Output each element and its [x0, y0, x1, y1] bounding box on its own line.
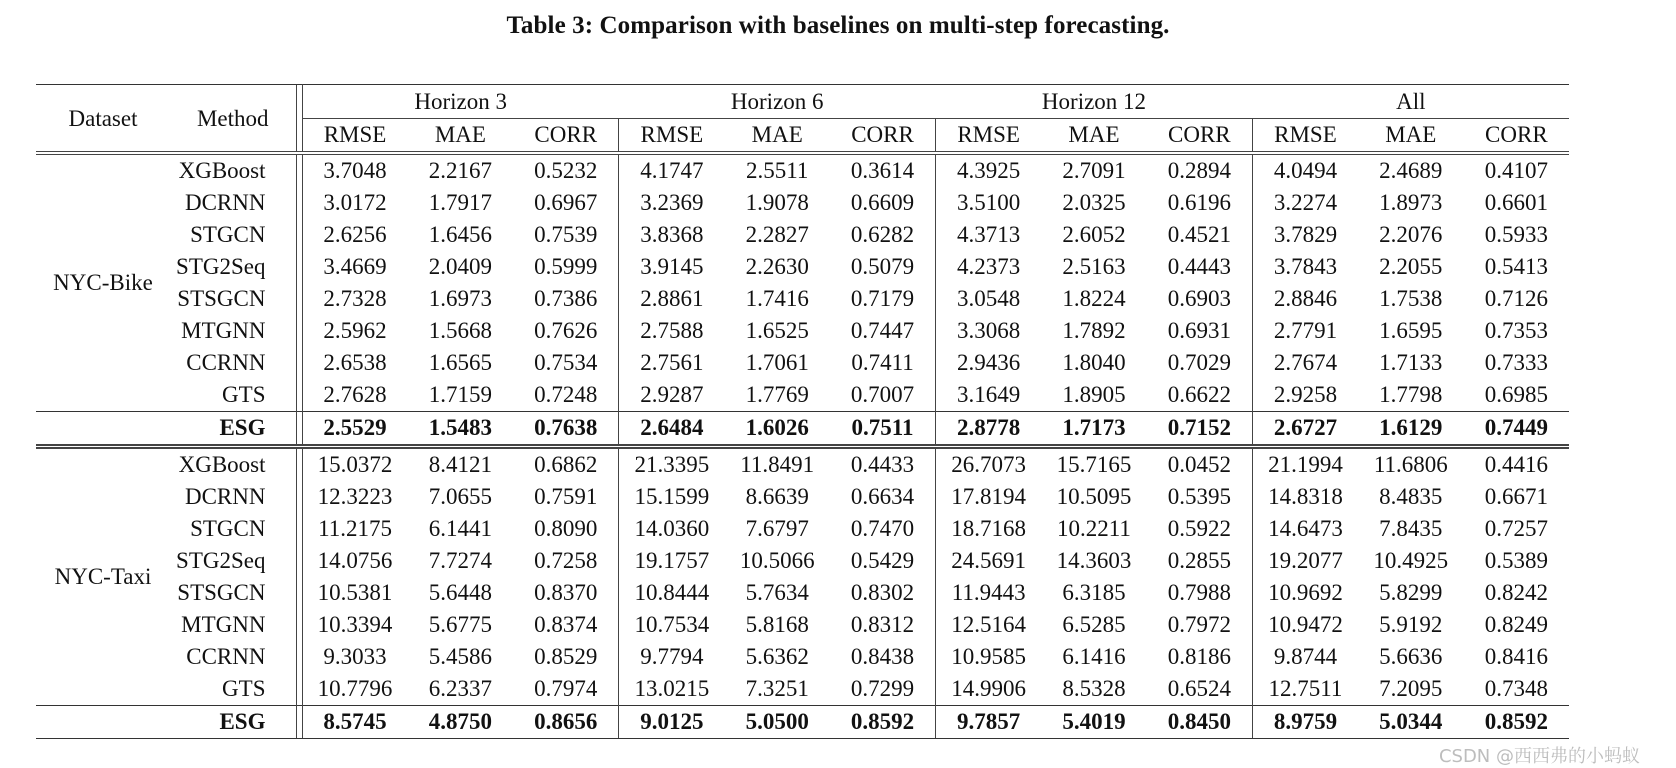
metric-value: 14.9906 — [936, 673, 1042, 706]
metric-value: 0.6967 — [534, 190, 598, 215]
metric-value: 2.2167 — [428, 158, 493, 183]
metric-value-best: 0.8656 — [513, 706, 619, 739]
method-name: STGCN — [190, 222, 266, 247]
metric-value: 2.9287 — [619, 379, 725, 412]
table-row — [36, 283, 1569, 315]
metric-value: 0.6622 — [1167, 382, 1231, 407]
metric-value: 10.7534 — [619, 609, 725, 641]
table-row — [36, 187, 1569, 219]
metric-value: 2.6538 — [323, 350, 387, 375]
metric-value: 1.8905 — [1062, 382, 1126, 407]
metric-value: 15.1599 — [619, 481, 725, 513]
metric-value: 11.2175 — [318, 516, 392, 541]
method-name: DCRNN — [184, 484, 266, 509]
header-metric: MAE — [1358, 119, 1464, 154]
metric-value: 5.6448 — [428, 580, 493, 605]
metric-value: 12.7511 — [1252, 673, 1358, 706]
metric-value: 1.6565 — [428, 350, 493, 375]
metric-value: 3.8368 — [619, 219, 725, 251]
metric-value: 10.2211 — [1057, 516, 1131, 541]
header-metric: CORR — [513, 119, 619, 154]
method-name: GTS — [222, 382, 266, 407]
table-row — [36, 641, 1569, 673]
metric-value: 2.2630 — [745, 254, 809, 279]
metric-value: 0.4521 — [1167, 222, 1231, 247]
dataset-label: NYC-Taxi — [54, 564, 152, 589]
metric-value: 0.7353 — [1484, 318, 1548, 343]
metric-value: 0.5395 — [1167, 484, 1231, 509]
metric-value: 2.7588 — [619, 315, 725, 347]
metric-value: 6.1416 — [1062, 644, 1126, 669]
metric-value: 0.6985 — [1484, 382, 1548, 407]
method-name-best: ESG — [170, 706, 296, 739]
method-name: STG2Seq — [176, 254, 266, 279]
method-name: STGCN — [190, 516, 266, 541]
metric-value: 4.2373 — [936, 251, 1042, 283]
metric-value: 0.4416 — [1484, 452, 1548, 477]
metric-value: 3.2369 — [619, 187, 725, 219]
metric-value: 0.8090 — [534, 516, 598, 541]
metric-value: 0.7386 — [534, 286, 598, 311]
metric-value: 0.7348 — [1484, 676, 1548, 701]
metric-value-best: 0.8450 — [1147, 706, 1253, 739]
metric-value: 0.6601 — [1484, 190, 1548, 215]
table-row — [36, 153, 1569, 187]
metric-value: 0.7258 — [534, 548, 598, 573]
metric-value: 0.8302 — [850, 580, 915, 605]
metric-value: 14.6473 — [1252, 513, 1358, 545]
metric-value: 2.6256 — [323, 222, 387, 247]
metric-value: 10.5381 — [317, 580, 393, 605]
best-method-row — [36, 412, 1569, 447]
header-method: Method — [170, 85, 296, 154]
metric-value: 0.7470 — [850, 516, 915, 541]
metric-value: 0.7626 — [534, 318, 598, 343]
metric-value: 4.1747 — [619, 153, 725, 187]
metric-value: 5.7634 — [745, 580, 809, 605]
metric-value: 5.9192 — [1379, 612, 1443, 637]
metric-value: 1.7538 — [1379, 286, 1443, 311]
metric-value-best: 2.5529 — [302, 412, 408, 447]
metric-value: 0.6609 — [850, 190, 915, 215]
metric-value: 0.7972 — [1167, 612, 1231, 637]
metric-value: 3.7829 — [1252, 219, 1358, 251]
metric-value: 2.8861 — [619, 283, 725, 315]
header-group-all: All — [1252, 85, 1569, 119]
metric-value: 2.0409 — [428, 254, 493, 279]
header-dataset: Dataset — [36, 85, 170, 154]
metric-value: 17.8194 — [936, 481, 1042, 513]
metric-value: 5.6775 — [428, 612, 493, 637]
metric-value: 0.6862 — [534, 452, 598, 477]
header-metric: RMSE — [1252, 119, 1358, 154]
metric-value: 0.8312 — [850, 612, 915, 637]
metric-value: 0.8416 — [1484, 644, 1548, 669]
metric-value: 3.7843 — [1252, 251, 1358, 283]
header-metric: CORR — [1147, 119, 1253, 154]
header-metric: RMSE — [302, 119, 408, 154]
metric-value: 5.8299 — [1379, 580, 1443, 605]
metric-value: 0.7447 — [850, 318, 915, 343]
metric-value: 0.7248 — [534, 382, 598, 407]
metric-value: 2.9258 — [1252, 379, 1358, 412]
comparison-table — [36, 84, 1569, 739]
metric-value: 2.5511 — [746, 158, 809, 183]
metric-value: 0.7179 — [850, 286, 915, 311]
metric-value-best: 9.0125 — [619, 706, 725, 739]
metric-value-best: 0.7449 — [1464, 412, 1570, 447]
table-row — [36, 347, 1569, 379]
metric-value: 1.7416 — [745, 286, 809, 311]
metric-value: 1.6456 — [428, 222, 493, 247]
metric-value: 1.6595 — [1379, 318, 1443, 343]
method-name: STG2Seq — [176, 548, 266, 573]
metric-value: 0.7974 — [534, 676, 598, 701]
table-row — [36, 251, 1569, 283]
metric-value-best: 2.8778 — [936, 412, 1042, 447]
metric-value: 7.3251 — [745, 676, 809, 701]
metric-value: 0.5933 — [1484, 222, 1548, 247]
metric-value: 2.0325 — [1062, 190, 1126, 215]
dataset-empty-cell — [36, 706, 170, 739]
metric-value: 1.7061 — [745, 350, 809, 375]
header-group-horizon-6: Horizon 6 — [619, 85, 936, 119]
metric-value: 0.8374 — [534, 612, 598, 637]
metric-value: 15.7165 — [1056, 452, 1132, 477]
metric-value: 2.7328 — [323, 286, 387, 311]
metric-value-best: 4.8750 — [408, 706, 514, 739]
method-name: GTS — [222, 676, 266, 701]
method-name: XGBoost — [178, 158, 266, 183]
header-metric: CORR — [1464, 119, 1570, 154]
metric-value: 2.8846 — [1252, 283, 1358, 315]
table-row — [36, 447, 1569, 482]
metric-value: 1.8224 — [1062, 286, 1126, 311]
metric-value: 10.9692 — [1252, 577, 1358, 609]
metric-value: 10.4925 — [1373, 548, 1449, 573]
metric-value: 1.8040 — [1062, 350, 1126, 375]
metric-value: 19.2077 — [1252, 545, 1358, 577]
metric-value: 3.7048 — [323, 158, 387, 183]
metric-value: 15.0372 — [317, 452, 393, 477]
method-name: STSGCN — [177, 580, 266, 605]
metric-value: 0.6196 — [1167, 190, 1231, 215]
metric-value: 8.5328 — [1062, 676, 1126, 701]
metric-value-best: 5.0500 — [724, 706, 830, 739]
metric-value: 11.8491 — [740, 452, 815, 477]
metric-value: 1.8973 — [1379, 190, 1443, 215]
metric-value: 6.1441 — [428, 516, 493, 541]
metric-value: 3.9145 — [619, 251, 725, 283]
table-row — [36, 379, 1569, 412]
metric-value-best: 2.6484 — [619, 412, 725, 447]
metric-value-best: 5.4019 — [1041, 706, 1147, 739]
metric-value: 1.7798 — [1379, 382, 1443, 407]
metric-value-best: 1.6129 — [1358, 412, 1464, 447]
metric-value: 8.6639 — [745, 484, 809, 509]
metric-value: 3.4669 — [323, 254, 387, 279]
metric-value: 9.8744 — [1252, 641, 1358, 673]
metric-value: 0.7539 — [534, 222, 598, 247]
metric-value: 7.8435 — [1379, 516, 1443, 541]
metric-value: 1.7133 — [1379, 350, 1443, 375]
metric-value: 8.4835 — [1379, 484, 1443, 509]
metric-value: 0.5079 — [850, 254, 915, 279]
metric-value-best: 1.5483 — [408, 412, 514, 447]
dataset-label: NYC-Bike — [53, 270, 153, 295]
metric-value: 4.3925 — [936, 153, 1042, 187]
metric-value: 0.7988 — [1167, 580, 1231, 605]
metric-value: 13.0215 — [619, 673, 725, 706]
metric-value: 9.7794 — [619, 641, 725, 673]
metric-value: 0.5999 — [534, 254, 598, 279]
metric-value: 6.3185 — [1062, 580, 1126, 605]
metric-value: 0.6671 — [1484, 484, 1548, 509]
metric-value: 0.7411 — [851, 350, 914, 375]
metric-value: 3.0548 — [936, 283, 1042, 315]
metric-value: 0.4443 — [1167, 254, 1231, 279]
metric-value: 18.7168 — [936, 513, 1042, 545]
table-row — [36, 219, 1569, 251]
metric-value: 2.7091 — [1062, 158, 1126, 183]
header-metric: RMSE — [936, 119, 1042, 154]
metric-value: 0.8242 — [1484, 580, 1548, 605]
metric-value: 0.4107 — [1484, 158, 1548, 183]
metric-value: 6.5285 — [1062, 612, 1126, 637]
header-metric: MAE — [724, 119, 830, 154]
method-name-best: ESG — [170, 412, 296, 447]
metric-value: 0.3614 — [850, 158, 915, 183]
metric-value: 11.9443 — [936, 577, 1042, 609]
best-method-row — [36, 706, 1569, 739]
metric-value: 2.7791 — [1252, 315, 1358, 347]
metric-value: 12.5164 — [936, 609, 1042, 641]
metric-value-best: 9.7857 — [936, 706, 1042, 739]
metric-value: 1.7917 — [428, 190, 493, 215]
metric-value: 6.2337 — [428, 676, 493, 701]
metric-value: 0.5922 — [1167, 516, 1231, 541]
metric-value: 5.4586 — [428, 644, 493, 669]
metric-value: 0.7333 — [1484, 350, 1548, 375]
metric-value: 0.5389 — [1484, 548, 1548, 573]
metric-value: 1.9078 — [745, 190, 809, 215]
metric-value: 2.6052 — [1062, 222, 1126, 247]
metric-value: 4.3713 — [936, 219, 1042, 251]
metric-value: 5.6362 — [745, 644, 809, 669]
table-row — [36, 545, 1569, 577]
metric-value: 14.3603 — [1056, 548, 1132, 573]
metric-value: 10.9472 — [1252, 609, 1358, 641]
header-metric: RMSE — [619, 119, 725, 154]
metric-value: 0.4433 — [850, 452, 915, 477]
metric-value: 14.0360 — [619, 513, 725, 545]
metric-value: 10.5095 — [1056, 484, 1132, 509]
metric-value: 0.6903 — [1167, 286, 1231, 311]
method-name: CCRNN — [186, 644, 266, 669]
table-row — [36, 609, 1569, 641]
metric-value: 0.7126 — [1484, 286, 1548, 311]
metric-value: 0.5429 — [850, 548, 915, 573]
header-metric: CORR — [830, 119, 936, 154]
metric-value: 0.7007 — [850, 382, 915, 407]
table-caption: Table 3: Comparison with baselines on multi-step forecasting. — [506, 12, 1170, 39]
dataset-empty-cell — [36, 412, 170, 447]
metric-value: 9.3033 — [323, 644, 387, 669]
watermark: CSDN @西西弗的小蚂蚁 — [1438, 746, 1640, 767]
metric-value: 10.9585 — [936, 641, 1042, 673]
metric-value: 2.9436 — [936, 347, 1042, 379]
metric-value-best: 8.5745 — [302, 706, 408, 739]
metric-value: 2.5962 — [323, 318, 387, 343]
metric-value: 14.8318 — [1252, 481, 1358, 513]
metric-value: 24.5691 — [936, 545, 1042, 577]
metric-value: 0.8370 — [534, 580, 598, 605]
metric-value: 2.7561 — [619, 347, 725, 379]
metric-value: 0.2855 — [1167, 548, 1231, 573]
metric-value: 0.8249 — [1484, 612, 1548, 637]
metric-value: 5.8168 — [745, 612, 809, 637]
metric-value-best: 0.8592 — [830, 706, 936, 739]
metric-value: 7.0655 — [428, 484, 493, 509]
metric-value: 2.7628 — [323, 382, 387, 407]
table-row — [36, 513, 1569, 545]
metric-value-best: 0.7511 — [830, 412, 936, 447]
metric-value: 0.7534 — [534, 350, 598, 375]
metric-value: 0.5232 — [534, 158, 598, 183]
metric-value: 3.0172 — [323, 190, 387, 215]
metric-value: 10.8444 — [619, 577, 725, 609]
metric-value: 0.6634 — [850, 484, 915, 509]
method-name: DCRNN — [184, 190, 266, 215]
metric-value: 0.8529 — [534, 644, 598, 669]
metric-value: 26.7073 — [936, 447, 1042, 482]
metric-value-best: 8.9759 — [1252, 706, 1358, 739]
method-name: XGBoost — [178, 452, 266, 477]
metric-value-best: 0.8592 — [1464, 706, 1570, 739]
metric-value: 7.7274 — [428, 548, 493, 573]
metric-value: 1.7892 — [1062, 318, 1126, 343]
method-name: CCRNN — [186, 350, 266, 375]
metric-value: 2.2055 — [1379, 254, 1443, 279]
metric-value-best: 0.7152 — [1147, 412, 1253, 447]
metric-value: 21.3395 — [619, 447, 725, 482]
metric-value: 2.5163 — [1062, 254, 1126, 279]
table-row — [36, 673, 1569, 706]
metric-value: 0.6524 — [1167, 676, 1231, 701]
method-name: STSGCN — [177, 286, 266, 311]
metric-value: 10.7796 — [317, 676, 393, 701]
metric-value: 4.0494 — [1252, 153, 1358, 187]
header-metric: MAE — [408, 119, 514, 154]
metric-value: 10.3394 — [317, 612, 393, 637]
method-name: MTGNN — [181, 318, 266, 343]
table-row — [36, 577, 1569, 609]
metric-value: 2.2076 — [1379, 222, 1443, 247]
metric-value: 12.3223 — [317, 484, 393, 509]
metric-value: 0.7299 — [850, 676, 915, 701]
metric-value: 2.4689 — [1379, 158, 1443, 183]
metric-value: 3.3068 — [936, 315, 1042, 347]
metric-value: 3.1649 — [936, 379, 1042, 412]
metric-value: 2.2827 — [745, 222, 809, 247]
metric-value: 11.6806 — [1373, 452, 1448, 477]
metric-value: 7.6797 — [745, 516, 809, 541]
metric-value: 1.7159 — [428, 382, 493, 407]
metric-value: 0.5413 — [1484, 254, 1548, 279]
metric-value: 0.6931 — [1167, 318, 1231, 343]
metric-value: 0.7029 — [1167, 350, 1231, 375]
metric-value-best: 1.7173 — [1041, 412, 1147, 447]
metric-value: 2.7674 — [1252, 347, 1358, 379]
metric-value: 7.2095 — [1379, 676, 1443, 701]
metric-value-best: 5.0344 — [1358, 706, 1464, 739]
metric-value: 3.2274 — [1252, 187, 1358, 219]
metric-value: 5.6636 — [1379, 644, 1443, 669]
header-group-horizon-12: Horizon 12 — [936, 85, 1253, 119]
header-metric: MAE — [1041, 119, 1147, 154]
metric-value: 3.5100 — [936, 187, 1042, 219]
metric-value: 10.5066 — [739, 548, 815, 573]
metric-value: 0.8438 — [850, 644, 915, 669]
metric-value: 0.2894 — [1167, 158, 1231, 183]
metric-value: 8.4121 — [428, 452, 493, 477]
metric-value: 1.7769 — [745, 382, 809, 407]
metric-value: 0.6282 — [850, 222, 915, 247]
method-name: MTGNN — [181, 612, 266, 637]
metric-value: 21.1994 — [1252, 447, 1358, 482]
metric-value: 14.0756 — [317, 548, 393, 573]
metric-value: 19.1757 — [619, 545, 725, 577]
metric-value-best: 2.6727 — [1252, 412, 1358, 447]
table-row — [36, 481, 1569, 513]
header-group-horizon-3: Horizon 3 — [302, 85, 619, 119]
metric-value: 0.8186 — [1167, 644, 1231, 669]
metric-value: 1.6973 — [428, 286, 493, 311]
metric-value: 0.0452 — [1167, 452, 1231, 477]
metric-value: 1.6525 — [745, 318, 809, 343]
metric-value-best: 1.6026 — [724, 412, 830, 447]
metric-value: 0.7257 — [1484, 516, 1548, 541]
table-row — [36, 315, 1569, 347]
metric-value-best: 0.7638 — [513, 412, 619, 447]
metric-value: 1.5668 — [428, 318, 493, 343]
metric-value: 0.7591 — [534, 484, 598, 509]
